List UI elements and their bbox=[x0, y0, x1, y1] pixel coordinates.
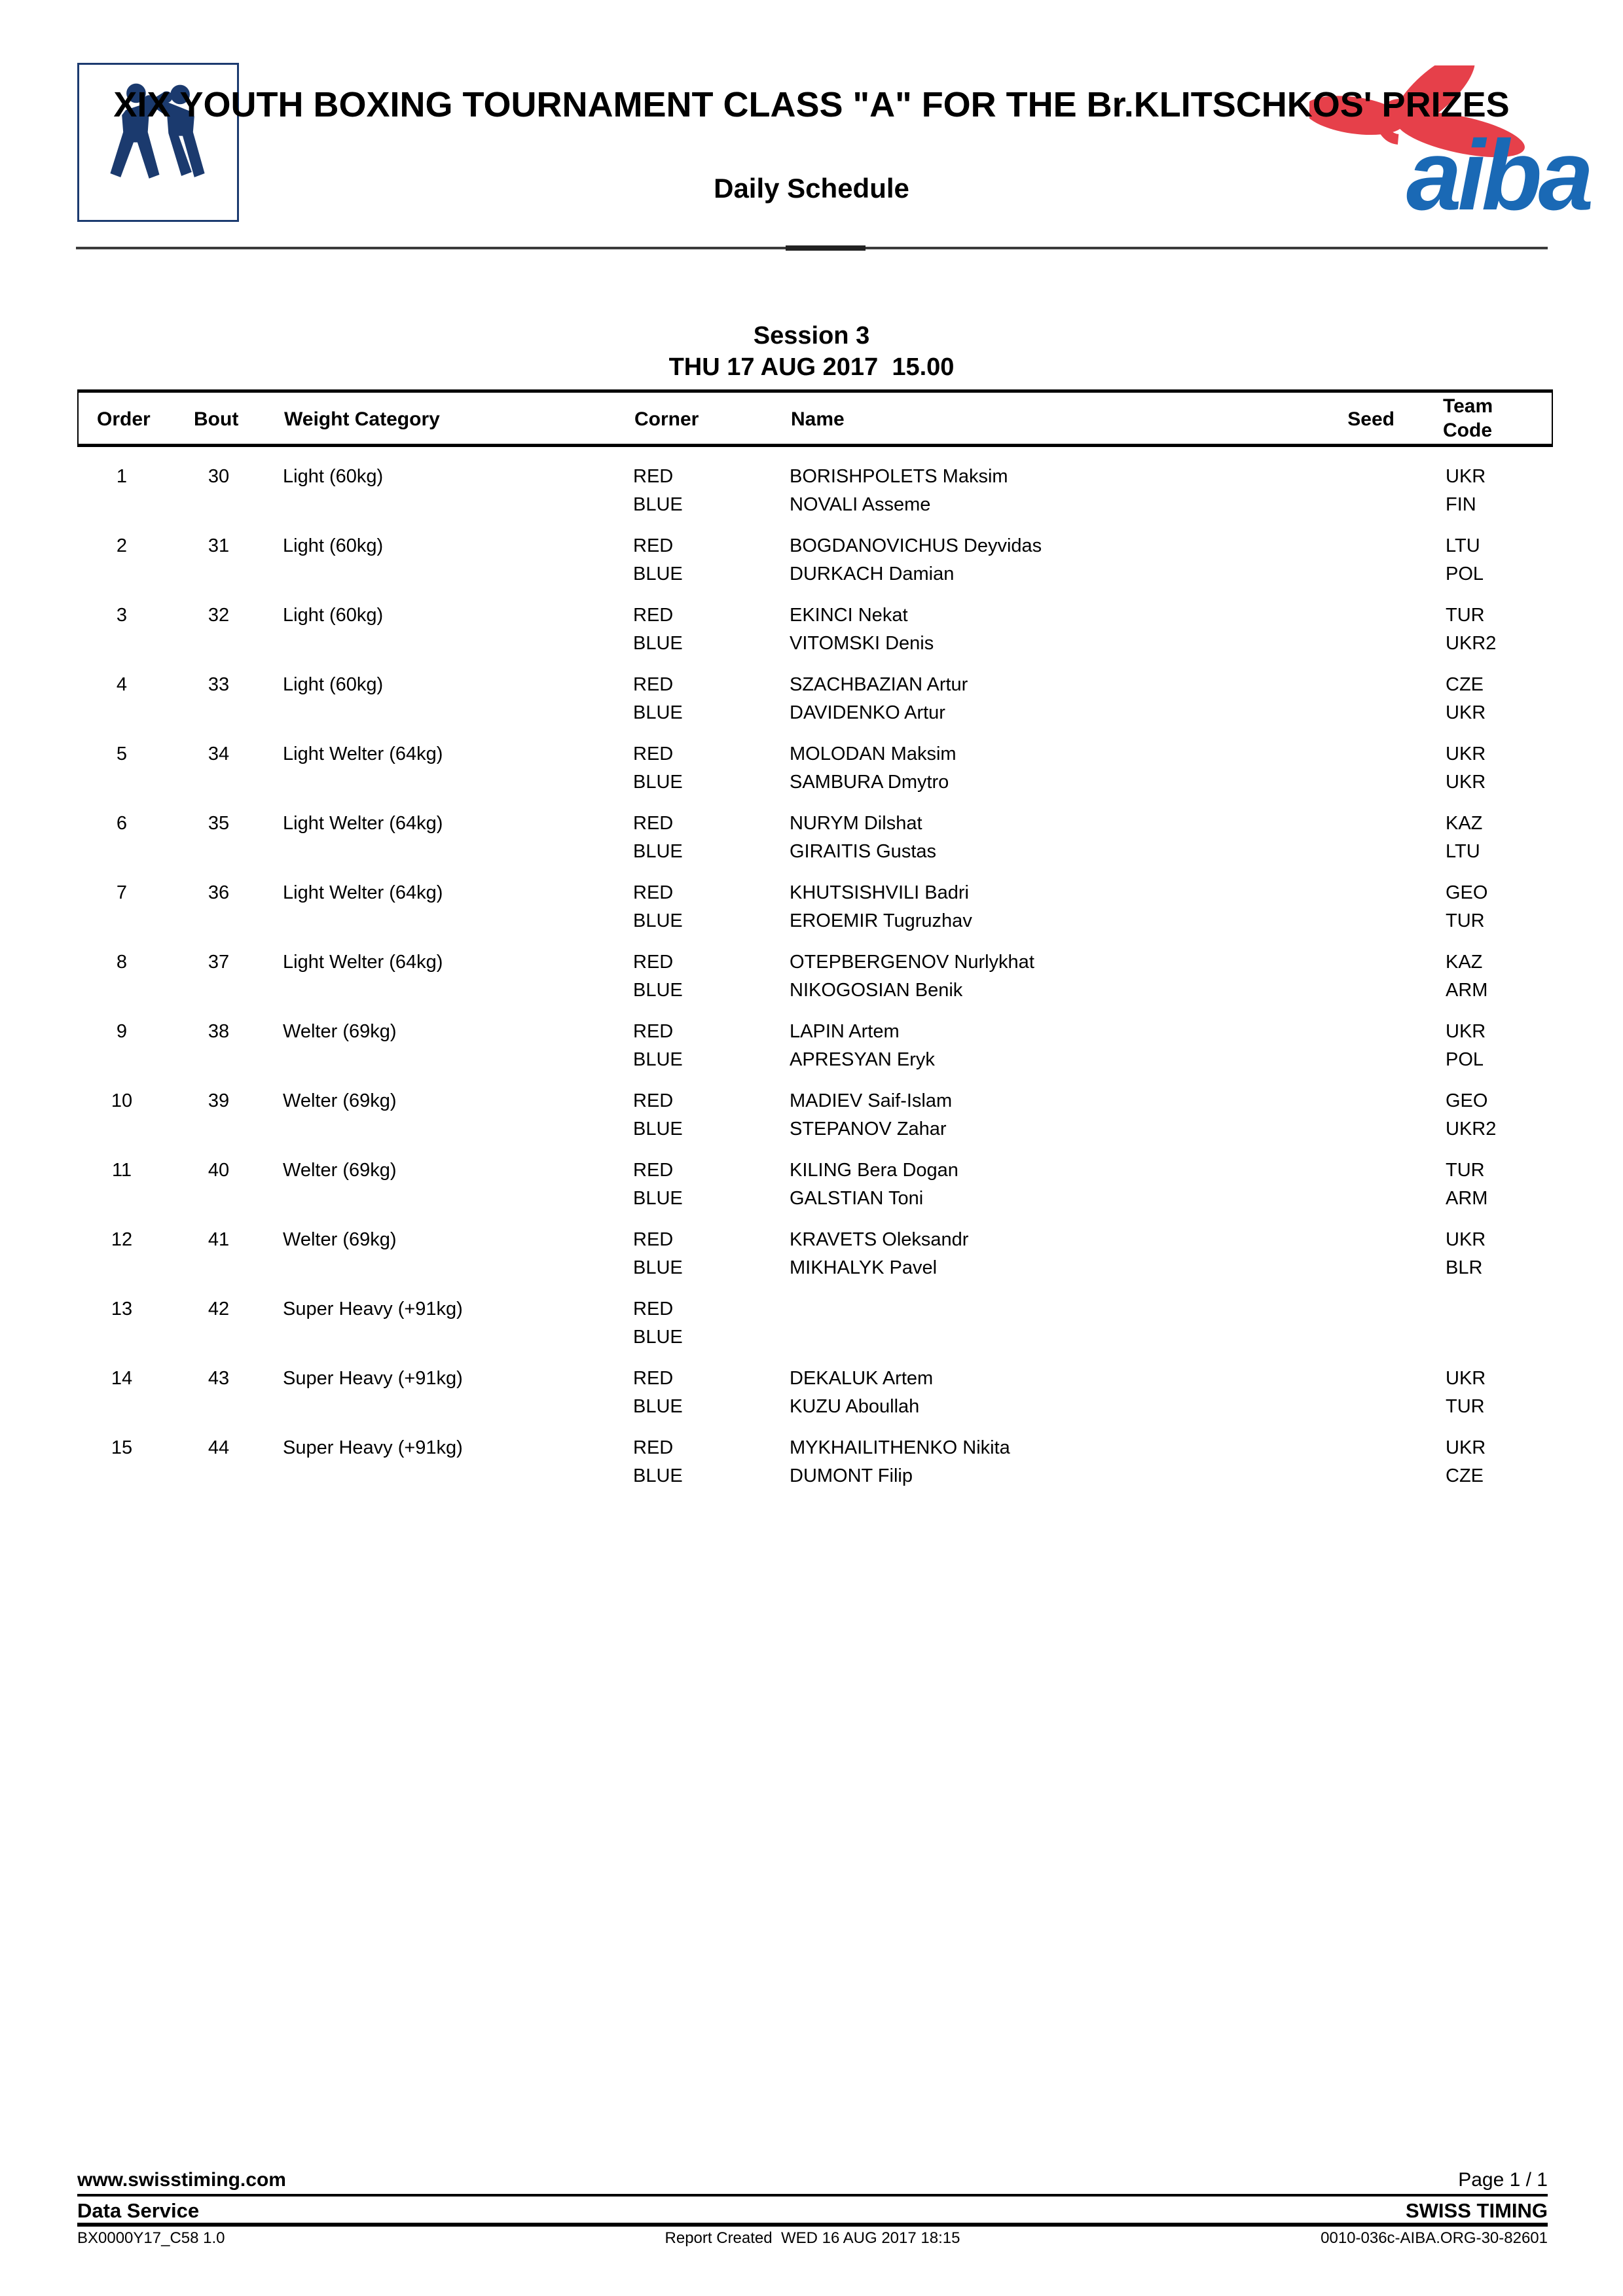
column-header-weight-category: Weight Category bbox=[284, 408, 440, 430]
red-boxer-name: MADIEV Saif-Islam bbox=[790, 1090, 953, 1111]
weight-category-cell: Welter (69kg) bbox=[283, 1160, 397, 1181]
red-boxer-name: DEKALUK Artem bbox=[790, 1368, 934, 1389]
blue-boxer-name: VITOMSKI Denis bbox=[790, 633, 934, 654]
footer-website: www.swisstiming.com bbox=[77, 2169, 286, 2191]
column-header-name: Name bbox=[791, 408, 845, 430]
blue-team-code: ARM bbox=[1446, 1188, 1488, 1209]
weight-category-cell: Super Heavy (+91kg) bbox=[283, 1437, 463, 1458]
red-team-code: UKR bbox=[1446, 744, 1486, 764]
column-header-team-line1: Team bbox=[1443, 395, 1493, 417]
blue-team-code: UKR2 bbox=[1446, 633, 1497, 654]
bout-number-cell: 44 bbox=[208, 1437, 230, 1458]
footer-row-service bbox=[77, 2199, 1548, 2223]
red-boxer-name: OTEPBERGENOV Nurlykhat bbox=[790, 952, 1034, 973]
red-corner-line bbox=[77, 744, 1553, 767]
red-corner-label: RED bbox=[633, 535, 674, 556]
order-cell: 13 bbox=[111, 1299, 133, 1319]
bout-row bbox=[77, 744, 1553, 813]
order-cell: 3 bbox=[116, 605, 128, 626]
blue-team-code: LTU bbox=[1446, 841, 1480, 862]
red-boxer-name: KILING Bera Dogan bbox=[790, 1160, 958, 1181]
bout-row bbox=[77, 674, 1553, 744]
blue-corner-label: BLUE bbox=[633, 1327, 683, 1348]
red-boxer-name: LAPIN Artem bbox=[790, 1021, 900, 1042]
bout-row bbox=[77, 1229, 1553, 1299]
blue-team-code: UKR bbox=[1446, 772, 1486, 793]
red-team-code: LTU bbox=[1446, 535, 1480, 556]
blue-corner-label: BLUE bbox=[633, 633, 683, 654]
order-cell: 12 bbox=[111, 1229, 133, 1250]
bout-row bbox=[77, 1160, 1553, 1229]
blue-corner-line bbox=[77, 1396, 1553, 1420]
blue-corner-label: BLUE bbox=[633, 772, 683, 793]
red-corner-label: RED bbox=[633, 813, 674, 834]
bout-row bbox=[77, 952, 1553, 1021]
column-header-order: Order bbox=[97, 408, 151, 430]
red-corner-label: RED bbox=[633, 1090, 674, 1111]
blue-corner-label: BLUE bbox=[633, 841, 683, 862]
column-header-team-line2: Code bbox=[1443, 420, 1492, 441]
red-boxer-name: MYKHAILITHENKO Nikita bbox=[790, 1437, 1010, 1458]
weight-category-cell: Welter (69kg) bbox=[283, 1229, 397, 1250]
order-cell: 7 bbox=[116, 882, 128, 903]
aiba-wordmark: aiba bbox=[1406, 120, 1590, 226]
red-corner-label: RED bbox=[633, 674, 674, 695]
red-corner-line bbox=[77, 1437, 1553, 1461]
blue-boxer-name: GIRAITIS Gustas bbox=[790, 841, 936, 862]
bout-number-cell: 32 bbox=[208, 605, 230, 626]
blue-corner-label: BLUE bbox=[633, 1119, 683, 1139]
blue-team-code: FIN bbox=[1446, 494, 1476, 515]
page-subtitle: Daily Schedule bbox=[714, 173, 909, 204]
red-team-code: GEO bbox=[1446, 882, 1488, 903]
weight-category-cell: Welter (69kg) bbox=[283, 1021, 397, 1042]
order-cell: 14 bbox=[111, 1368, 133, 1389]
red-corner-label: RED bbox=[633, 952, 674, 973]
red-team-code: TUR bbox=[1446, 605, 1485, 626]
footer-report-code: BX0000Y17_C58 1.0 bbox=[77, 2229, 225, 2247]
column-header-seed: Seed bbox=[1347, 408, 1395, 430]
red-corner-label: RED bbox=[633, 1160, 674, 1181]
bout-number-cell: 38 bbox=[208, 1021, 230, 1042]
blue-corner-line bbox=[77, 702, 1553, 726]
blue-team-code: ARM bbox=[1446, 980, 1488, 1001]
blue-boxer-name: EROEMIR Tugruzhav bbox=[790, 910, 972, 931]
bout-number-cell: 34 bbox=[208, 744, 230, 764]
blue-boxer-name: DAVIDENKO Artur bbox=[790, 702, 945, 723]
column-header-corner: Corner bbox=[634, 408, 699, 430]
order-cell: 8 bbox=[116, 952, 128, 973]
bout-number-cell: 41 bbox=[208, 1229, 230, 1250]
red-corner-label: RED bbox=[633, 466, 674, 487]
weight-category-cell: Super Heavy (+91kg) bbox=[283, 1368, 463, 1389]
red-boxer-name: EKINCI Nekat bbox=[790, 605, 908, 626]
bout-row bbox=[77, 605, 1553, 674]
session-datetime: THU 17 AUG 2017 15.00 bbox=[668, 353, 955, 381]
red-corner-label: RED bbox=[633, 1229, 674, 1250]
blue-corner-line bbox=[77, 772, 1553, 795]
weight-category-cell: Light Welter (64kg) bbox=[283, 813, 443, 834]
blue-corner-label: BLUE bbox=[633, 1257, 683, 1278]
footer-row-website bbox=[77, 2169, 1548, 2193]
bout-number-cell: 30 bbox=[208, 466, 230, 487]
bout-number-cell: 40 bbox=[208, 1160, 230, 1181]
red-corner-line bbox=[77, 535, 1553, 559]
red-corner-line bbox=[77, 813, 1553, 836]
red-corner-line bbox=[77, 1090, 1553, 1114]
order-cell: 4 bbox=[116, 674, 128, 695]
blue-team-code: BLR bbox=[1446, 1257, 1483, 1278]
blue-team-code: POL bbox=[1446, 1049, 1484, 1070]
blue-team-code: TUR bbox=[1446, 910, 1485, 931]
blue-corner-label: BLUE bbox=[633, 564, 683, 584]
bout-number-cell: 43 bbox=[208, 1368, 230, 1389]
bout-number-cell: 39 bbox=[208, 1090, 230, 1111]
weight-category-cell: Light (60kg) bbox=[283, 605, 384, 626]
blue-team-code: CZE bbox=[1446, 1465, 1484, 1486]
blue-corner-line bbox=[77, 1188, 1553, 1211]
bout-row bbox=[77, 1437, 1553, 1507]
red-corner-line bbox=[77, 1368, 1553, 1391]
weight-category-cell: Light Welter (64kg) bbox=[283, 882, 443, 903]
bout-row bbox=[77, 535, 1553, 605]
blue-corner-line bbox=[77, 1049, 1553, 1073]
blue-corner-label: BLUE bbox=[633, 1188, 683, 1209]
blue-corner-line bbox=[77, 1257, 1553, 1281]
blue-boxer-name: APRESYAN Eryk bbox=[790, 1049, 935, 1070]
bout-row bbox=[77, 1021, 1553, 1090]
bout-row bbox=[77, 1090, 1553, 1160]
blue-corner-line bbox=[77, 494, 1553, 518]
footer-data-service: Data Service bbox=[77, 2199, 200, 2222]
order-cell: 1 bbox=[116, 466, 128, 487]
weight-category-cell: Welter (69kg) bbox=[283, 1090, 397, 1111]
red-corner-label: RED bbox=[633, 1299, 674, 1319]
red-corner-line bbox=[77, 605, 1553, 628]
red-boxer-name: NURYM Dilshat bbox=[790, 813, 922, 834]
blue-corner-label: BLUE bbox=[633, 980, 683, 1001]
red-boxer-name: KRAVETS Oleksandr bbox=[790, 1229, 969, 1250]
blue-corner-line bbox=[77, 841, 1553, 865]
blue-team-code: UKR bbox=[1446, 702, 1486, 723]
bout-row bbox=[77, 466, 1553, 535]
weight-category-cell: Light (60kg) bbox=[283, 535, 384, 556]
blue-boxer-name: STEPANOV Zahar bbox=[790, 1119, 947, 1139]
red-corner-label: RED bbox=[633, 1368, 674, 1389]
blue-corner-label: BLUE bbox=[633, 494, 683, 515]
blue-team-code: POL bbox=[1446, 564, 1484, 584]
red-corner-line bbox=[77, 952, 1553, 975]
red-corner-label: RED bbox=[633, 1021, 674, 1042]
bout-number-cell: 35 bbox=[208, 813, 230, 834]
red-team-code: UKR bbox=[1446, 1229, 1486, 1250]
footer-page-number: Page 1 / 1 bbox=[1458, 2169, 1548, 2191]
red-team-code: CZE bbox=[1446, 674, 1484, 695]
red-corner-line bbox=[77, 1021, 1553, 1045]
blue-team-code: UKR2 bbox=[1446, 1119, 1497, 1139]
order-cell: 10 bbox=[111, 1090, 133, 1111]
red-team-code: KAZ bbox=[1446, 952, 1483, 973]
footer-report-created: Report Created WED 16 AUG 2017 18:15 bbox=[665, 2229, 960, 2247]
blue-corner-line bbox=[77, 1119, 1553, 1142]
red-corner-line bbox=[77, 1229, 1553, 1253]
bout-number-cell: 31 bbox=[208, 535, 230, 556]
blue-corner-label: BLUE bbox=[633, 1049, 683, 1070]
footer-divider-thin bbox=[77, 2194, 1548, 2197]
bout-row bbox=[77, 1299, 1553, 1368]
red-corner-label: RED bbox=[633, 1437, 674, 1458]
blue-corner-line bbox=[77, 564, 1553, 587]
red-boxer-name: KHUTSISHVILI Badri bbox=[790, 882, 969, 903]
order-cell: 2 bbox=[116, 535, 128, 556]
blue-corner-label: BLUE bbox=[633, 910, 683, 931]
order-cell: 15 bbox=[111, 1437, 133, 1458]
header-divider-accent bbox=[786, 245, 866, 251]
red-team-code: GEO bbox=[1446, 1090, 1488, 1111]
red-corner-line bbox=[77, 882, 1553, 906]
blue-boxer-name: GALSTIAN Toni bbox=[790, 1188, 924, 1209]
red-corner-line bbox=[77, 466, 1553, 490]
red-corner-label: RED bbox=[633, 882, 674, 903]
red-team-code: UKR bbox=[1446, 1021, 1486, 1042]
red-corner-label: RED bbox=[633, 744, 674, 764]
order-cell: 11 bbox=[111, 1160, 132, 1181]
footer-divider-thick bbox=[77, 2223, 1548, 2227]
red-boxer-name: BOGDANOVICHUS Deyvidas bbox=[790, 535, 1042, 556]
blue-boxer-name: NOVALI Asseme bbox=[790, 494, 931, 515]
bout-row bbox=[77, 882, 1553, 952]
order-cell: 9 bbox=[116, 1021, 128, 1042]
blue-corner-line bbox=[77, 980, 1553, 1003]
weight-category-cell: Light (60kg) bbox=[283, 466, 384, 487]
bout-number-cell: 37 bbox=[208, 952, 230, 973]
session-title: Session 3 bbox=[753, 322, 870, 350]
blue-corner-line bbox=[77, 910, 1553, 934]
red-corner-line bbox=[77, 1160, 1553, 1183]
red-team-code: KAZ bbox=[1446, 813, 1483, 834]
red-corner-label: RED bbox=[633, 605, 674, 626]
blue-boxer-name: DURKACH Damian bbox=[790, 564, 955, 584]
table-header bbox=[77, 389, 1553, 447]
red-boxer-name: BORISHPOLETS Maksim bbox=[790, 466, 1008, 487]
bout-row bbox=[77, 813, 1553, 882]
red-team-code: UKR bbox=[1446, 1437, 1486, 1458]
blue-boxer-name: DUMONT Filip bbox=[790, 1465, 913, 1486]
bout-row bbox=[77, 1368, 1553, 1437]
column-header-bout: Bout bbox=[194, 408, 239, 430]
red-corner-line bbox=[77, 674, 1553, 698]
blue-corner-line bbox=[77, 1327, 1553, 1350]
weight-category-cell: Light Welter (64kg) bbox=[283, 744, 443, 764]
bout-number-cell: 42 bbox=[208, 1299, 230, 1319]
blue-boxer-name: KUZU Aboullah bbox=[790, 1396, 920, 1417]
blue-team-code: TUR bbox=[1446, 1396, 1485, 1417]
footer-doc-id: 0010-036c-AIBA.ORG-30-82601 bbox=[1321, 2229, 1548, 2247]
red-team-code: TUR bbox=[1446, 1160, 1485, 1181]
weight-category-cell: Light Welter (64kg) bbox=[283, 952, 443, 973]
red-corner-line bbox=[77, 1299, 1553, 1322]
blue-corner-label: BLUE bbox=[633, 1396, 683, 1417]
blue-boxer-name: MIKHALYK Pavel bbox=[790, 1257, 938, 1278]
order-cell: 5 bbox=[116, 744, 128, 764]
weight-category-cell: Super Heavy (+91kg) bbox=[283, 1299, 463, 1319]
footer-row-report bbox=[77, 2229, 1548, 2249]
weight-category-cell: Light (60kg) bbox=[283, 674, 384, 695]
blue-corner-label: BLUE bbox=[633, 1465, 683, 1486]
footer-company: SWISS TIMING bbox=[1406, 2199, 1548, 2222]
red-team-code: UKR bbox=[1446, 466, 1486, 487]
blue-corner-line bbox=[77, 633, 1553, 656]
order-cell: 6 bbox=[116, 813, 128, 834]
page-title: XIX YOUTH BOXING TOURNAMENT CLASS "A" FOR THE Br.KLITSCHKOS' PRIZES bbox=[113, 85, 1510, 124]
blue-boxer-name: SAMBURA Dmytro bbox=[790, 772, 949, 793]
bout-number-cell: 33 bbox=[208, 674, 230, 695]
blue-boxer-name: NIKOGOSIAN Benik bbox=[790, 980, 963, 1001]
blue-corner-label: BLUE bbox=[633, 702, 683, 723]
bout-list bbox=[77, 466, 1553, 1507]
red-boxer-name: SZACHBAZIAN Artur bbox=[790, 674, 968, 695]
bout-number-cell: 36 bbox=[208, 882, 230, 903]
blue-corner-line bbox=[77, 1465, 1553, 1489]
red-team-code: UKR bbox=[1446, 1368, 1486, 1389]
red-boxer-name: MOLODAN Maksim bbox=[790, 744, 957, 764]
